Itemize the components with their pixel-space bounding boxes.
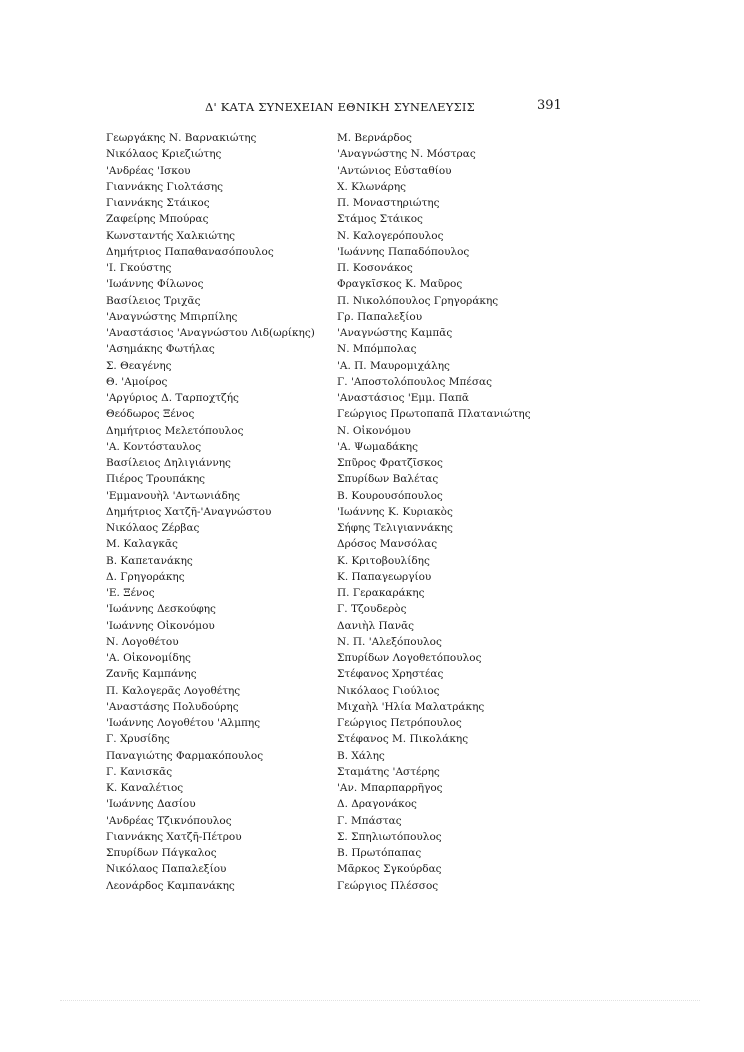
signatory-name: Β. Χάλης xyxy=(337,749,385,762)
signatory-name: Στέφανος Μ. Πικολάκης xyxy=(337,733,469,746)
signatory-name: 'Ιωάννης Δεσκούφης xyxy=(106,603,216,616)
signatory-name: Σπυρίδων Λογοθετόπουλος xyxy=(337,652,482,664)
signatory-name: Γιαννάκης Χατζῆ-Πέτρου xyxy=(106,830,242,843)
signatory-name: Δ. Γρηγοράκης xyxy=(106,570,185,583)
signatory-name: Δ. Δραγονάκος xyxy=(337,798,417,811)
signatory-name: 'Α. Κοντόσταυλος xyxy=(106,440,202,453)
signatory-name: Στέφανος Χρηστέας xyxy=(337,668,444,681)
signatory-name: Δημήτριος Παπαθανασόπουλος xyxy=(106,245,274,258)
signatory-name: 'Ιωάννης Δασίου xyxy=(106,798,196,811)
signatory-name: Γ. Τζουδερὸς xyxy=(337,603,407,616)
signatory-name: Παναγιώτης Φαρμακόπουλος xyxy=(106,749,264,762)
signatory-name: Ν. Μπόμπολας xyxy=(337,343,417,356)
signatory-name: 'Αργύριος Δ. Ταρποχτζής xyxy=(106,392,239,404)
signatory-name: Β. Κουρουσόπουλος xyxy=(337,489,443,502)
signatory-name: Ν. Οἰκονόμου xyxy=(337,424,411,437)
signatory-name: Νικόλαος Γιούλιος xyxy=(337,684,440,697)
signatory-name: Κωνσταντής Χαλκιώτης xyxy=(106,229,235,242)
signatory-name: Μ. Βερνάρδος xyxy=(337,132,412,144)
signatory-name: 'Αντώνιος Εὐσταθίου xyxy=(337,164,452,177)
signatory-name: Γ. Μπάστας xyxy=(337,814,402,827)
signatory-name: 'Ε. Ξένος xyxy=(106,587,155,599)
signatory-name: Σπῦρος Φρατζῖσκος xyxy=(337,457,443,469)
signatory-name: Κ. Παπαγεωργίου xyxy=(337,570,432,583)
signatory-name: 'Ιωάννης Παπαδόπουλος xyxy=(337,245,470,258)
signatory-name: 'Ι. Γκούστης xyxy=(106,262,172,274)
signatory-name: Σ. Σπηλιωτόπουλος xyxy=(337,830,442,843)
signatory-name: Γεώργιος Πετρόπουλος xyxy=(337,717,462,729)
signatory-name: Σήφης Τελιγιαννάκης xyxy=(337,522,453,534)
page-header xyxy=(0,100,744,120)
signatory-name: Νικόλαος Ζέρβας xyxy=(106,522,200,534)
signatory-name: Γιαννάκης Στάικος xyxy=(106,197,210,209)
signatory-name: Λεονάρδος Καμπανάκης xyxy=(106,879,235,892)
signatory-name: Ν. Π. 'Αλεξόπουλος xyxy=(337,635,442,648)
signatory-name: Σ. Θεαγένης xyxy=(106,359,172,372)
signatory-name: 'Α. Ψωμαδάκης xyxy=(337,440,418,453)
signatory-name: 'Εμμανουὴλ 'Αντωνιάδης xyxy=(106,489,240,502)
signatory-name: Γεώργιος Πρωτοπαπᾶ Πλατανιώτης xyxy=(337,408,531,421)
signatory-name: Δημήτριος Μελετόπουλος xyxy=(106,424,244,437)
signatory-name: Ν. Καλογερόπουλος xyxy=(337,229,444,242)
signatory-name: 'Ανδρέας 'Ισκου xyxy=(106,164,191,177)
signatory-name: 'Ασημάκης Φωτήλας xyxy=(106,343,215,356)
signatory-name: Β. Καπετανάκης xyxy=(106,554,193,567)
signatory-name: 'Αναστάσης Πολυδούρης xyxy=(106,700,239,713)
signatory-name: Ζαφείρης Μπούρας xyxy=(106,213,209,226)
signatory-name: 'Αναγνώστης Ν. Μόστρας xyxy=(337,148,476,161)
signatory-name: 'Ιωάννης Φίλωνος xyxy=(106,278,204,291)
signatory-name: 'Αναστάσιος 'Αναγνώστου Λιδ(ωρίκης) xyxy=(106,327,315,339)
signatory-name: Π. Γερακαράκης xyxy=(337,587,425,599)
signatory-name: Π. Μοναστηριώτης xyxy=(337,197,440,209)
signatory-name: Χ. Κλωνάρης xyxy=(337,180,407,193)
signatory-name: Σπυρίδων Βαλέτας xyxy=(337,473,439,486)
signatory-name: 'Ιωάννης Οἰκονόμου xyxy=(106,619,215,632)
signatory-name: 'Α. Οἰκονομίδης xyxy=(106,652,191,664)
signatory-name: Ν. Λογοθέτου xyxy=(106,635,179,648)
signatory-name: 'Ιωάννης Κ. Κυριακὸς xyxy=(337,505,453,518)
signatory-name: Γ. Κανισκᾶς xyxy=(106,765,173,778)
signatory-name: Κ. Καναλέτιος xyxy=(106,782,184,794)
running-title: Δ' ΚΑΤΑ ΣΥΝΕΧΕΙΑΝ ΕΘΝΙΚΗ ΣΥΝΕΛΕΥΣΙΣ xyxy=(205,100,475,114)
signatory-name: Κ. Κριτοβουλίδης xyxy=(337,554,430,567)
signatory-name: Νικόλαος Κριεζιώτης xyxy=(106,148,222,161)
signatory-name: Μιχαὴλ 'Ηλία Μαλατράκης xyxy=(337,700,485,713)
right-name-column xyxy=(337,130,567,894)
signatory-name: Γ. Χρυσίδης xyxy=(106,733,170,746)
signatory-name: 'Αναστάσιος 'Εμμ. Παπᾶ xyxy=(337,392,469,404)
signatory-name: Π. Καλογερᾶς Λογοθέτης xyxy=(106,684,241,697)
signatory-name: Νικόλαος Παπαλεξίου xyxy=(106,863,227,876)
signatory-name: Π. Νικολόπουλος Γρηγοράκης xyxy=(337,294,499,307)
signatory-name: Βασίλειος Δηλιγιάννης xyxy=(106,457,231,469)
signatory-name: 'Ιωάννης Λογοθέτου 'Αλμπης xyxy=(106,717,261,729)
signatory-name: 'Ανδρέας Τζικνόπουλος xyxy=(106,814,232,827)
signatory-name: Δημήτριος Χατζῆ-'Αναγνώστου xyxy=(106,505,272,518)
signatory-name: Ζανῆς Καμπάνης xyxy=(106,668,197,681)
signatory-name: Δανιὴλ Πανᾶς xyxy=(337,619,415,632)
signatory-name: Θεόδωρος Ξένος xyxy=(106,408,195,421)
signatory-name: Σπυρίδων Πάγκαλος xyxy=(106,847,217,859)
signatory-name: 'Αν. Μπαρπαρρῆγος xyxy=(337,782,443,794)
signatory-name: Γιαννάκης Γιολτάσης xyxy=(106,180,224,193)
signatory-name: Π. Κοσονάκος xyxy=(337,262,413,274)
signatory-name: Βασίλειος Τριχᾶς xyxy=(106,294,201,307)
page-number: 391 xyxy=(537,98,562,113)
signatory-name: Φραγκῖσκος Κ. Μαῦρος xyxy=(337,278,463,291)
signatory-name: Σταμάτης 'Αστέρης xyxy=(337,765,440,778)
signatory-name: Στάμος Στάικος xyxy=(337,213,423,226)
signatory-name: Πιέρος Τρουπάκης xyxy=(106,473,206,486)
signatory-name: Γεωργάκης Ν. Βαρνακιώτης xyxy=(106,132,257,144)
signatory-name: Μ. Καλαγκᾶς xyxy=(106,538,178,551)
signatory-name: Γρ. Παπαλεξίου xyxy=(337,310,423,323)
signatory-name: 'Αναγνώστης Μπιρπίλης xyxy=(106,310,238,323)
signatory-name: Γεώργιος Πλέσσος xyxy=(337,879,439,892)
scan-speckle-line xyxy=(60,1000,700,1005)
signatory-name: Θ. 'Αμοίρος xyxy=(106,375,168,388)
signatory-name: Β. Πρωτόπαπας xyxy=(337,847,422,859)
signatory-name: Μᾶρκος Σγκούρδας xyxy=(337,863,442,876)
left-name-column xyxy=(106,130,334,894)
signatory-name: 'Α. Π. Μαυρομιχάλης xyxy=(337,359,450,372)
signatory-name: 'Αναγνώστης Καμπᾶς xyxy=(337,327,453,339)
signatory-name: Γ. 'Αποστολόπουλος Μπέσας xyxy=(337,375,492,388)
signatory-name: Δρόσος Μανσόλας xyxy=(337,538,438,551)
